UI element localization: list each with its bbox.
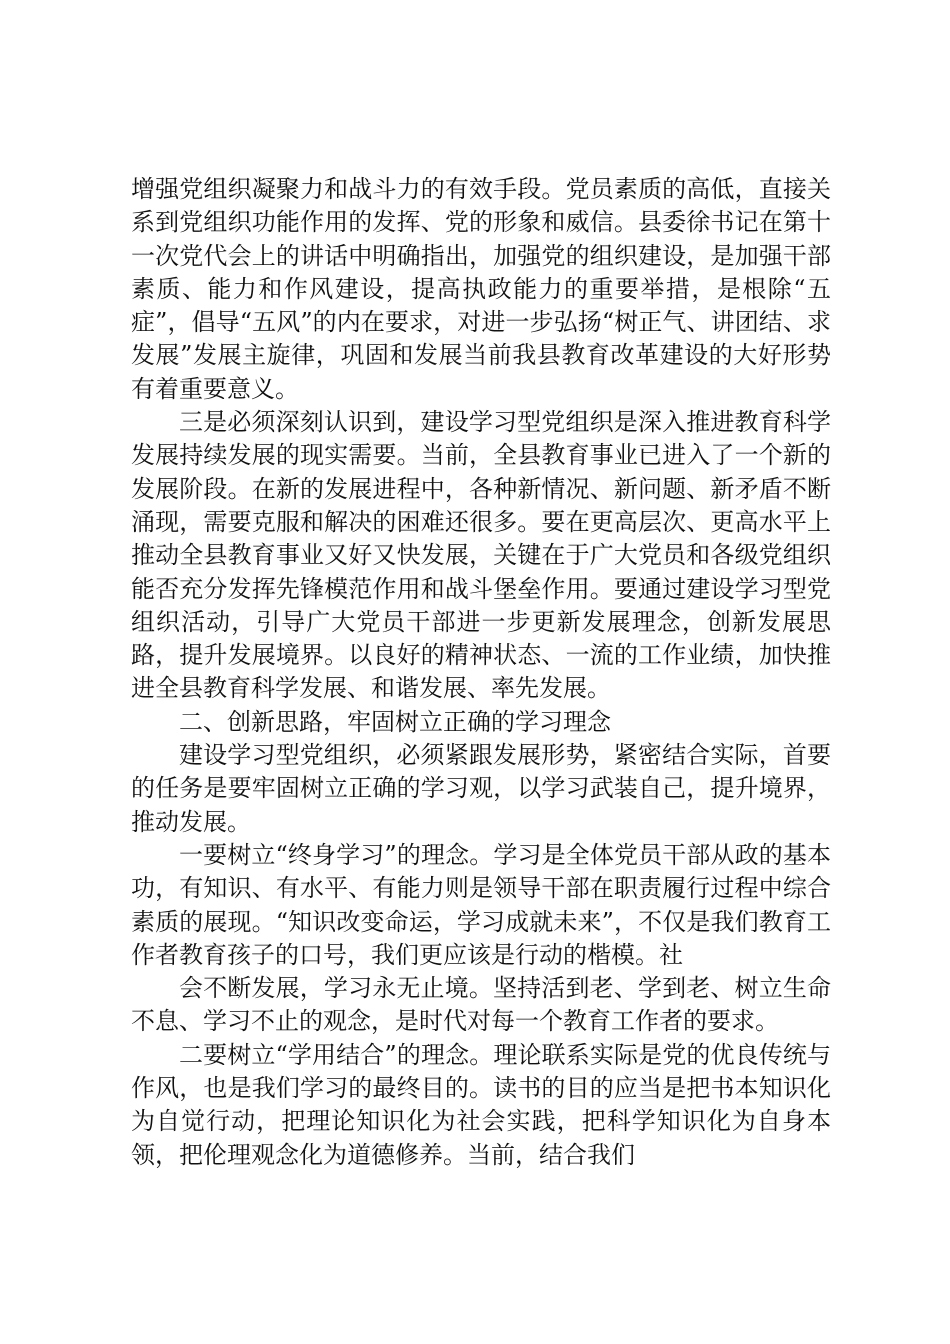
paragraph-4: 一要树立“终身学习”的理念。学习是全体党员干部从政的基本功，有知识、有水平、有能力则是领导干部在职责履行过程中综合素质的展现。“知识改变命运，学习成就未来”，不仅是我们教育工作者教育孩子的口号，我们更应该是行动的楷模。社 bbox=[131, 840, 831, 969]
paragraph-2: 三是必须深刻认识到，建设学习型党组织是深入推进教育科学发展持续发展的现实需要。当前，全县教育事业已进入了一个新的发展阶段。在新的发展进程中，各种新情况、新问题、新矛盾不断涌现，需要克服和解决的困难还很多。要在更高层次、更高水平上推动全县教育事业又好又快发展，关键在于广大党员和各级党组织能否充分发挥先锋模范作用和战斗堡垒作用。要通过建设学习型党组织活动，引导广大党员干部进一步更新发展理念，创新发展思路，提升发展境界。以良好的精神状态、一流的工作业绩，加快推进全县教育科学发展、和谐发展、率先发展。 bbox=[131, 408, 831, 703]
paragraph-5: 会不断发展，学习永无止境。坚持活到老、学到老、树立生命不息、学习不止的观念，是时代对每一个教育工作者的要求。 bbox=[131, 974, 831, 1036]
document-body bbox=[131, 173, 831, 1172]
paragraph-6: 二要树立“学用结合”的理念。理论联系实际是党的优良传统与作风，也是我们学习的最终目的。读书的目的应当是把书本知识化为自觉行动，把理论知识化为社会实践，把科学知识化为自身本领，把伦理观念化为道德修养。当前，结合我们 bbox=[131, 1040, 831, 1169]
section-heading: 二、创新思路，牢固树立正确的学习理念 bbox=[179, 707, 611, 736]
paragraph-3: 建设学习型党组织，必须紧跟发展形势，紧密结合实际，首要的任务是要牢固树立正确的学习观，以学习武装自己，提升境界，推动发展。 bbox=[131, 741, 831, 836]
paragraph-1: 增强党组织凝聚力和战斗力的有效手段。党员素质的高低，直接关系到党组织功能作用的发挥、党的形象和威信。县委徐书记在第十一次党代会上的讲话中明确指出，加强党的组织建设，是加强干部素质、能力和作风建设，提高执政能力的重要举措，是根除“五症”，倡导“五风”的内在要求，对进一步弘扬“树正气、讲团结、求发展”发展主旋律，巩固和发展当前我县教育改革建设的大好形势有着重要意义。 bbox=[131, 175, 831, 403]
